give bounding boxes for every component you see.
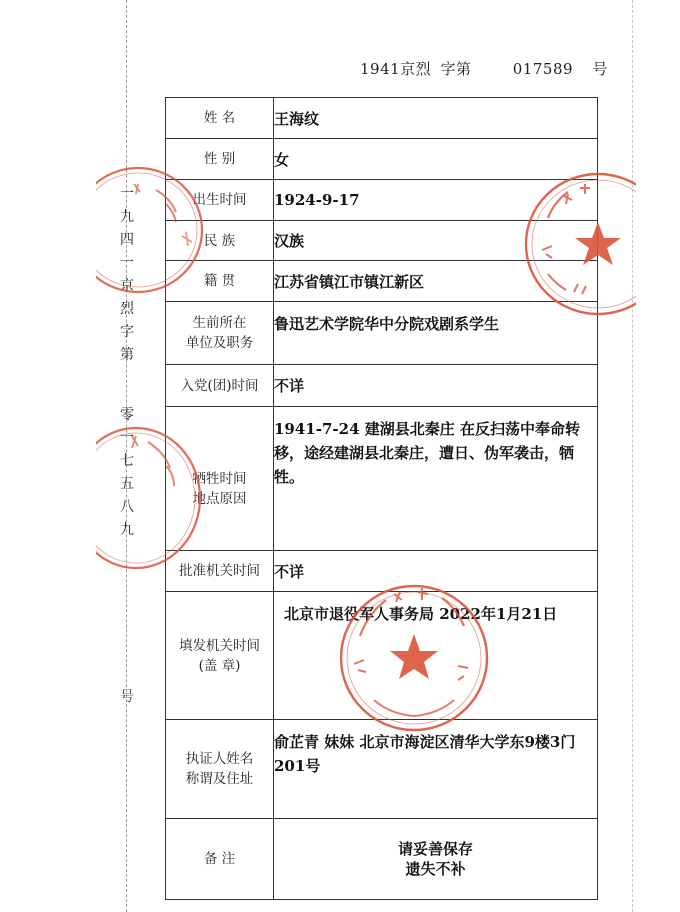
stub-char: 九 [120, 209, 134, 225]
label-ethnicity: 民 族 [166, 221, 274, 261]
stub-upper-text [118, 183, 136, 367]
stub-char: 烈 [120, 301, 134, 317]
row-sacrifice [166, 407, 598, 551]
stub-char: 第 [120, 347, 134, 363]
stub-char: 七 [120, 453, 134, 469]
stub-char: 五 [120, 476, 134, 492]
row-party-date [166, 365, 598, 407]
value-remark: 请妥善保存 遗失不补 [274, 819, 598, 900]
value-birth: 1924-9-17 [274, 180, 598, 221]
stub-lower-text [118, 404, 136, 542]
label-unit: 生前所在 单位及职务 [166, 302, 274, 365]
label-sacrifice: 牺牲时间 地点原因 [166, 407, 274, 551]
certificate-table [165, 97, 598, 900]
stub-char: 京 [120, 278, 134, 294]
label-hometown: 籍 贯 [166, 261, 274, 302]
page-edge-line [632, 0, 633, 912]
label-birth: 出生时间 [166, 180, 274, 221]
row-ethnicity [166, 221, 598, 261]
row-remark [166, 819, 598, 900]
stub-char: 八 [120, 499, 134, 515]
value-sacrifice: 1941-7-24 建湖县北秦庄 在反扫荡中奉命转移，途经建湖县北秦庄，遭日、伪军袭击，牺牲。 [274, 407, 598, 551]
value-unit: 鲁迅艺术学院华中分院戏剧系学生 [274, 302, 598, 365]
doc-hao: 号 [592, 60, 608, 78]
row-birth [166, 180, 598, 221]
stub-char: 一 [120, 255, 134, 271]
value-approval: 不详 [274, 551, 598, 592]
label-holder: 执证人姓名 称谓及住址 [166, 720, 274, 819]
label-gender: 性 别 [166, 139, 274, 180]
label-remark: 备 注 [166, 819, 274, 900]
stub-char: 九 [120, 522, 134, 538]
label-approval: 批准机关时间 [166, 551, 274, 592]
row-unit [166, 302, 598, 365]
row-name [166, 98, 598, 139]
stub-char: 零 [120, 407, 134, 423]
stub-hao: 号 [120, 689, 134, 705]
doc-year-word: 1941京烈 [360, 60, 432, 78]
label-party-date: 入党(团)时间 [166, 365, 274, 407]
doc-zi-di: 字第 [440, 60, 472, 78]
value-name: 王海纹 [274, 98, 598, 139]
value-holder: 俞芷青 妹妹 北京市海淀区清华大学东9楼3门201号 [274, 720, 598, 819]
label-issuer: 填发机关时间 (盖 章) [166, 592, 274, 720]
stub-char: 一 [120, 186, 134, 202]
value-ethnicity: 汉族 [274, 221, 598, 261]
value-gender: 女 [274, 139, 598, 180]
doc-serial: 017589 [512, 60, 574, 78]
label-name: 姓 名 [166, 98, 274, 139]
stub-char: 一 [120, 430, 134, 446]
stub-char: 字 [120, 324, 134, 340]
row-issuer [166, 592, 598, 720]
row-approval [166, 551, 598, 592]
document-number [360, 58, 608, 79]
value-issuer: 北京市退役军人事务局 2022年1月21日 [274, 592, 598, 720]
stub-char: 四 [120, 232, 134, 248]
value-party-date: 不详 [274, 365, 598, 407]
value-hometown: 江苏省镇江市镇江新区 [274, 261, 598, 302]
row-gender [166, 139, 598, 180]
row-holder [166, 720, 598, 819]
row-hometown [166, 261, 598, 302]
